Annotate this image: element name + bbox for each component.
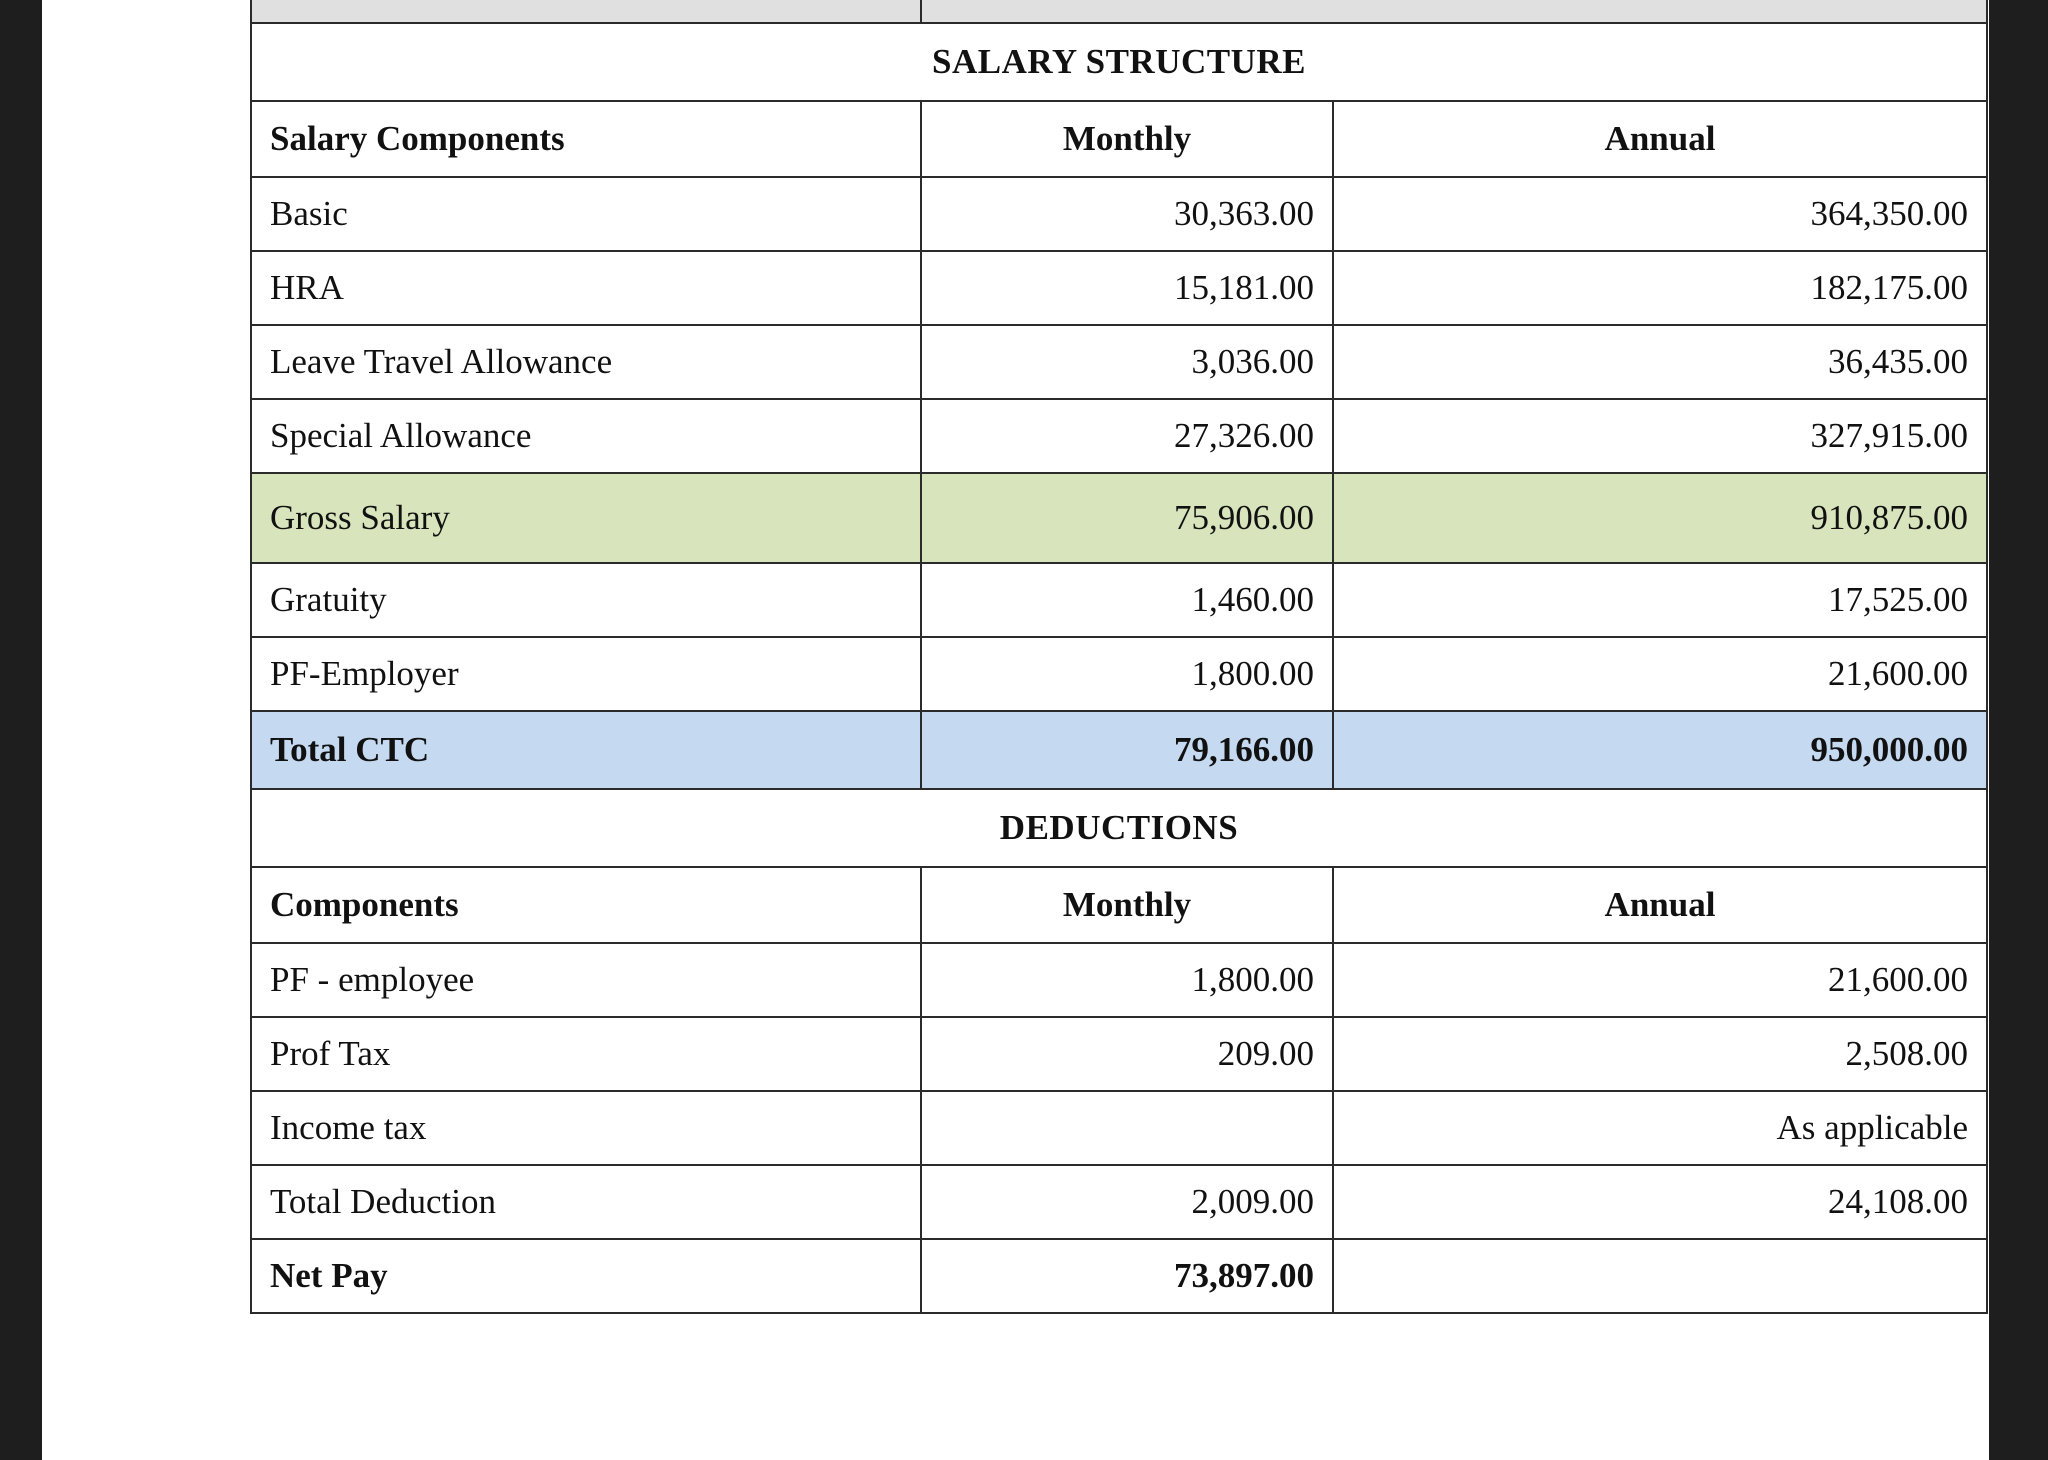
row-monthly (921, 1091, 1333, 1165)
gross-salary-label: Gross Salary (251, 473, 921, 563)
row-monthly: 15,181.00 (921, 251, 1333, 325)
row-annual: 327,915.00 (1333, 399, 1987, 473)
row-label: Special Allowance (251, 399, 921, 473)
table-row (251, 399, 1987, 473)
table-row (251, 177, 1987, 251)
table-row (251, 325, 1987, 399)
row-label: PF - employee (251, 943, 921, 1017)
salary-table (250, 0, 1988, 1314)
row-label: PF-Employer (251, 637, 921, 711)
top-bar-cell-2 (921, 0, 1987, 23)
gross-salary-monthly: 75,906.00 (921, 473, 1333, 563)
net-pay-monthly: 73,897.00 (921, 1239, 1333, 1313)
row-annual: 17,525.00 (1333, 563, 1987, 637)
table-row (251, 1165, 1987, 1239)
row-label: Prof Tax (251, 1017, 921, 1091)
deductions-title-row (251, 789, 1987, 867)
header-salary-components: Salary Components (251, 101, 921, 177)
table-row (251, 1017, 1987, 1091)
salary-header-row (251, 101, 1987, 177)
row-annual: As applicable (1333, 1091, 1987, 1165)
top-bar-cell-1 (251, 0, 921, 23)
total-ctc-row (251, 711, 1987, 789)
row-monthly: 1,800.00 (921, 943, 1333, 1017)
row-label: Income tax (251, 1091, 921, 1165)
total-ctc-label: Total CTC (251, 711, 921, 789)
header-components: Components (251, 867, 921, 943)
row-label: Leave Travel Allowance (251, 325, 921, 399)
row-monthly: 1,460.00 (921, 563, 1333, 637)
net-pay-row (251, 1239, 1987, 1313)
row-annual: 364,350.00 (1333, 177, 1987, 251)
header-annual: Annual (1333, 867, 1987, 943)
deductions-title: DEDUCTIONS (251, 789, 1987, 867)
row-monthly: 1,800.00 (921, 637, 1333, 711)
total-ctc-monthly: 79,166.00 (921, 711, 1333, 789)
row-label: HRA (251, 251, 921, 325)
table-row (251, 563, 1987, 637)
salary-structure-title-row (251, 23, 1987, 101)
table-row (251, 943, 1987, 1017)
row-annual: 21,600.00 (1333, 637, 1987, 711)
gross-salary-annual: 910,875.00 (1333, 473, 1987, 563)
header-monthly: Monthly (921, 867, 1333, 943)
total-ctc-annual: 950,000.00 (1333, 711, 1987, 789)
row-monthly: 2,009.00 (921, 1165, 1333, 1239)
row-annual: 2,508.00 (1333, 1017, 1987, 1091)
header-annual: Annual (1333, 101, 1987, 177)
header-monthly: Monthly (921, 101, 1333, 177)
row-monthly: 3,036.00 (921, 325, 1333, 399)
row-monthly: 209.00 (921, 1017, 1333, 1091)
row-label: Total Deduction (251, 1165, 921, 1239)
row-monthly: 30,363.00 (921, 177, 1333, 251)
gross-salary-row (251, 473, 1987, 563)
row-annual: 182,175.00 (1333, 251, 1987, 325)
net-pay-label: Net Pay (251, 1239, 921, 1313)
table-row (251, 637, 1987, 711)
document-page (42, 0, 1989, 1460)
salary-structure-title: SALARY STRUCTURE (251, 23, 1987, 101)
previous-section-bar (251, 0, 1987, 23)
deductions-header-row (251, 867, 1987, 943)
row-annual: 24,108.00 (1333, 1165, 1987, 1239)
row-label: Basic (251, 177, 921, 251)
row-annual: 36,435.00 (1333, 325, 1987, 399)
net-pay-annual (1333, 1239, 1987, 1313)
table-row (251, 251, 1987, 325)
row-label: Gratuity (251, 563, 921, 637)
table-row (251, 1091, 1987, 1165)
row-annual: 21,600.00 (1333, 943, 1987, 1017)
row-monthly: 27,326.00 (921, 399, 1333, 473)
